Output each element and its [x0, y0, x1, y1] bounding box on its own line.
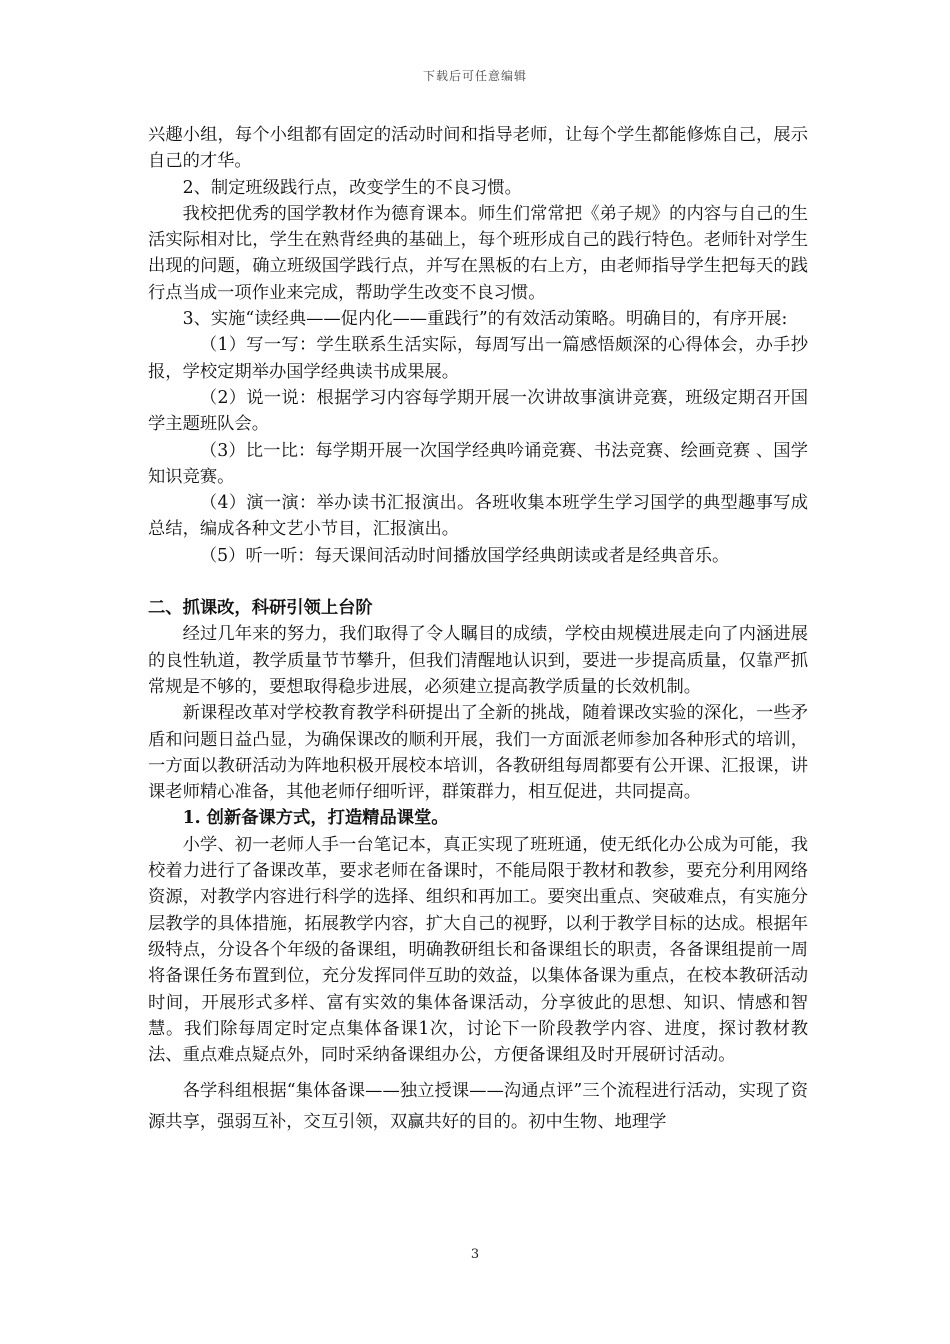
- subheading-lesson-prep: 1. 创新备课方式，打造精品课堂。: [182, 808, 449, 829]
- paragraph-item-2: 2、制定班级践行点，改变学生的不良习惯。: [182, 177, 522, 198]
- paragraph-item-3: 3、实施“读经典——促内化——重践行”的有效活动策略。明确目的，有序开展:: [182, 309, 788, 330]
- paragraph-textbook: 我校把优秀的国学教材作为德育课本。师生们常常把《弟子规》的内容与自己的生活实际相对比，学生在熟背经典的基础上，每个班形成自己的践行特色。老师针对学生出现的问题，确立班级国学践行点，并写在黑板的右上方，由老师指导学生把每天的践行点当成一项作业来完成，帮助学生改变不良习惯。: [148, 203, 808, 303]
- paragraph-curriculum-reform: 新课程改革对学校教育教学科研提出了全新的挑战，随着课改实验的深化，一些矛盾和问题日益凸显，为确保课改的顺利开展，我们一方面派老师参加各种形式的培训，一方面以教研活动为阵地积极开展校本培训，各教研组每周都要有公开课、汇报课，讲课老师精心准备，其他老师仔细听评，群策群力，相互促进，共同提高。: [148, 703, 808, 803]
- section-heading: 二、抓课改，科研引领上台阶: [148, 598, 373, 619]
- paragraph-listen: （5）听一听：每天课间活动时间播放国学经典朗读或者是经典音乐。: [199, 545, 730, 566]
- document-body: [148, 122, 808, 1138]
- paragraph-continuation: 兴趣小组，每个小组都有固定的活动时间和指导老师，让每个学生都能修炼自己，展示自己的才华。: [148, 125, 808, 172]
- paragraph-speak: （2）说一说：根据学习内容每学期开展一次讲故事演讲竞赛，班级定期召开国学主题班队会。: [148, 387, 808, 435]
- paragraph-subject-groups: 各学科组根据“集体备课——独立授课——沟通点评”三个流程进行活动，实现了资源共享，强弱互补，交互引领，双赢共好的目的。初中生物、地理学: [148, 1081, 808, 1133]
- paragraph-achievements: 经过几年来的努力，我们取得了令人瞩目的成绩，学校由规模进展走向了内涵进展的良性轨道，教学质量节节攀升，但我们清醒地认识到，要进一步提高质量，仅靠严抓常规是不够的，要想取得稳步进展，必须建立提高教学质量的长效机制。: [148, 624, 808, 697]
- page-number: 3: [470, 1247, 480, 1262]
- paragraph-compete: （3）比一比：每学期开展一次国学经典吟诵竞赛、书法竞赛、绘画竞赛 、国学知识竞赛。: [148, 440, 808, 487]
- paragraph-perform: （4）演一演：举办读书汇报演出。各班收集本班学生学习国学的典型趣事写成总结，编成各种文艺小节目，汇报演出。: [148, 493, 808, 540]
- paragraph-lesson-prep: 小学、初一老师人手一台笔记本，真正实现了班班通，使无纸化办公成为可能，我校着力进行了备课改革，要求老师在备课时，不能局限于教材和教参，要充分利用网络资源，对教学内容进行科学的选择、组织和再加工。要突出重点、突破难点，有实施分层教学的具体措施，拓展教学内容，扩大自己的视野，以利于教学目标的达成。根据年级特点，分设各个年级的备课组，明确教研组长和备课组长的职责，各备课组提前一周将备课任务布置到位，充分发挥同伴互助的效益，以集体备课为重点，在校本教研活动时间，开展形式多样、富有实效的集体备课活动，分享彼此的思想、知识、情感和智慧。我们除每周定时定点集体备课1次，讨论下一阶段教学内容、进度，探讨教材教法、重点难点疑点外，同时采纳备课组办公，方便备课组及时开展研讨活动。: [148, 834, 808, 1066]
- page-header: 下载后可任意编辑: [422, 69, 527, 83]
- paragraph-write: （1）写一写：学生联系生活实际，每周写出一篇感悟颇深的心得体会，办手抄报，学校定期举办国学经典读书成果展。: [148, 335, 808, 382]
